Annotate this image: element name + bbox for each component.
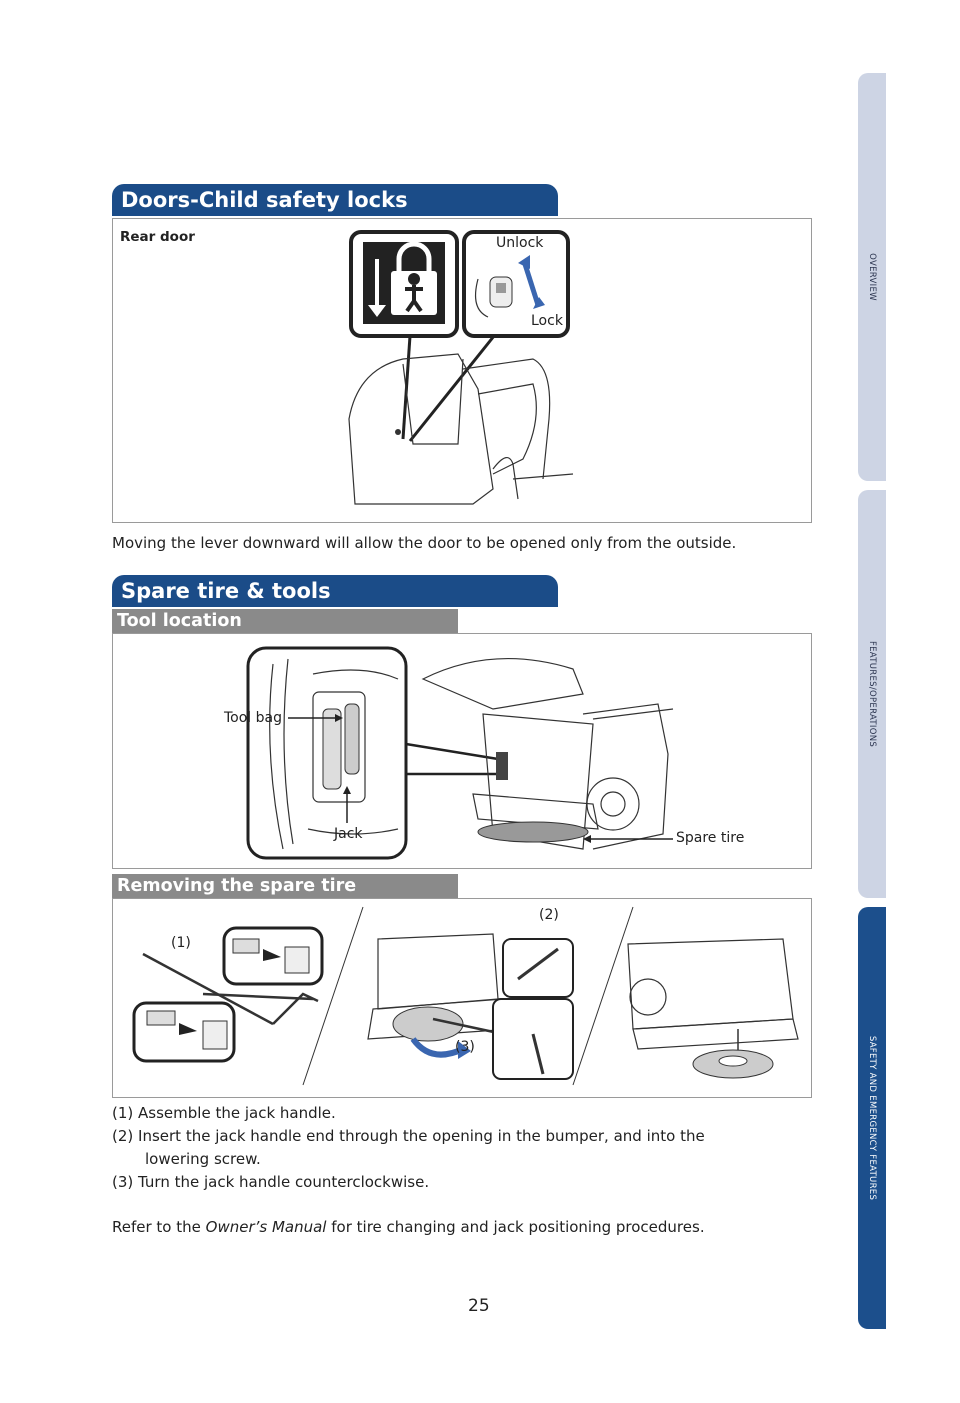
step2-tag: (2) (539, 907, 559, 923)
step1-tag: (1) (171, 935, 191, 951)
spare-section-title: Spare tire & tools (112, 575, 558, 607)
jack-label: Jack (334, 826, 363, 842)
tab-features-operations[interactable] (858, 490, 886, 898)
unlock-label: Unlock (496, 235, 544, 251)
doors-section-title: Doors-Child safety locks (112, 184, 558, 216)
doors-caption: Moving the lever downward will allow the door to be opened only from the outside. (112, 534, 737, 552)
owners-manual-ref: Owner’s Manual (205, 1218, 327, 1236)
step3-tag: (3) (455, 1039, 475, 1055)
spare-tire-label: Spare tire (676, 830, 745, 846)
rear-door-label: Rear door (120, 229, 195, 245)
removing-spare-illustration (113, 899, 813, 1099)
tool-location-panel (112, 633, 812, 869)
removing-spare-title: Removing the spare tire (112, 874, 458, 898)
page-number: 25 (468, 1296, 490, 1316)
tool-bag-label: Tool bag (224, 710, 282, 726)
refer-note: Refer to the Owner’s Manual for tire changing and jack positioning procedures. (112, 1218, 705, 1236)
step-2: (2) Insert the jack handle end through the opening in the bumper, and into the (112, 1127, 705, 1145)
tab-safety-emergency[interactable] (858, 907, 886, 1329)
tab-overview[interactable] (858, 73, 886, 481)
tab-overview-label: OVERVIEW (867, 253, 877, 301)
step-2-cont: lowering screw. (145, 1150, 261, 1168)
step-3: (3) Turn the jack handle counterclockwise. (112, 1173, 430, 1191)
tool-location-title: Tool location (112, 609, 458, 633)
doors-figure-panel (112, 218, 812, 523)
tab-features-label: FEATURES/OPERATIONS (867, 640, 877, 748)
step-1: (1) Assemble the jack handle. (112, 1104, 336, 1122)
lock-label: Lock (531, 313, 563, 329)
rear-door-illustration (113, 219, 813, 524)
tab-safety-label: SAFETY AND EMERGENCY FEATURES (867, 1035, 877, 1201)
removing-spare-panel (112, 898, 812, 1098)
